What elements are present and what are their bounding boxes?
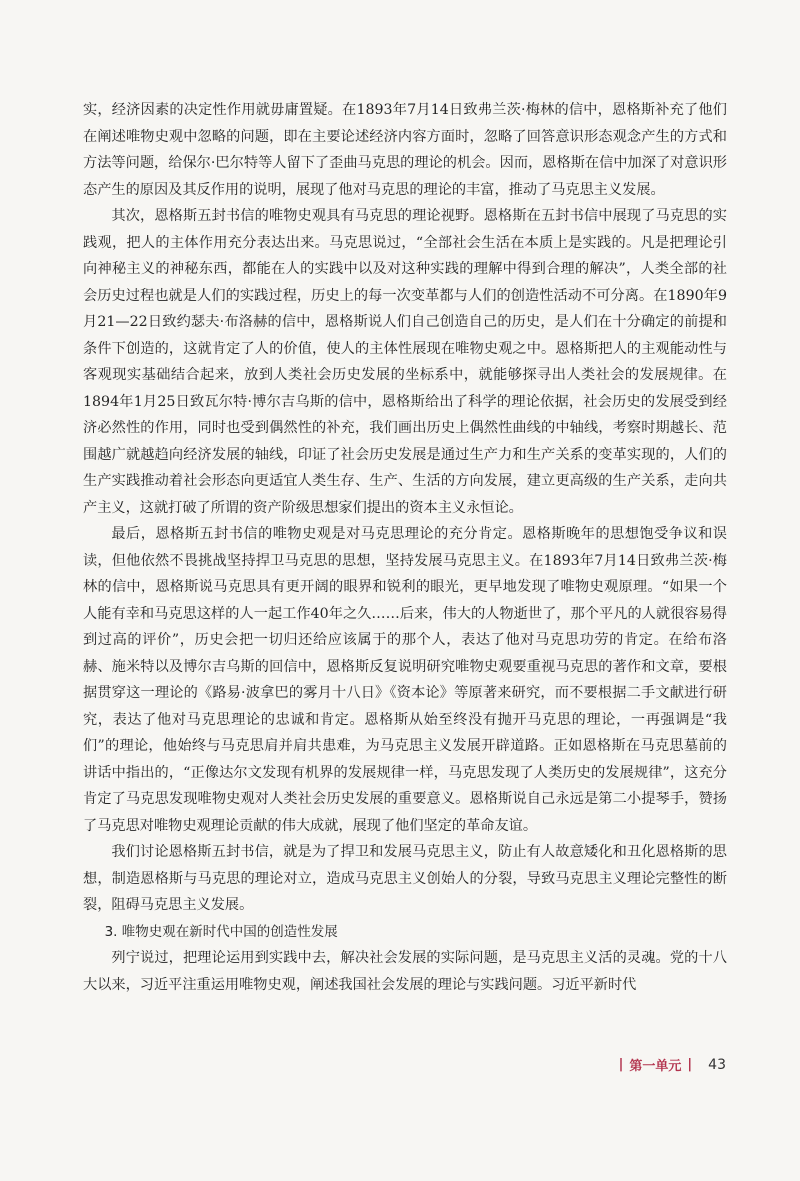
- page-number: 43: [708, 1056, 726, 1073]
- unit-label: 第一单元: [629, 1059, 682, 1074]
- paragraph-3: 最后，恩格斯五封书信的唯物史观是对马克思理论的充分肯定。恩格斯晚年的思想饱受争议和误读，但他依然不畏挑战坚持捍卫马克思的思想，坚持发展马克思主义。在1893年7月14日致弗兰茨·梅林的信中，恩格斯说马克思具有更开阔的眼界和锐利的眼光，更早地发现了唯物史观原理。“如果一个人能有幸和马克思这样的人一起工作40年之久……后来，伟大的人物逝世了，那个平凡的人就很容易得到过高的评价”，历史会把一切归还给应该属于的那个人，表达了他对马克思功劳的肯定。在给布洛赫、施米特以及博尔吉乌斯的回信中，恩格斯反复说明研究唯物史观要重视马克思的著作和文章，要根据贯穿这一理论的《路易·波拿巴的雾月十八日》《资本论》等原著来研究，而不要根据二手文献进行研究，表达了他对马克思理论的忠诚和肯定。恩格斯从始至终没有抛开马克思的理论，一再强调是“我们”的理论，他始终与马克思肩并肩共患难，为马克思主义发展开辟道路。正如恩格斯在马克思墓前的讲话中指出的，“正像达尔文发现有机界的发展规律一样，马克思发现了人类历史的发展规律”，这充分肯定了马克思发现唯物史观对人类社会历史发展的重要意义。恩格斯说自己永远是第二小提琴手，赞扬了马克思对唯物史观理论贡献的伟大成就，展现了他们坚定的革命友谊。: [83, 526, 727, 834]
- section-heading: 3. 唯物史观在新时代中国的创造性发展: [104, 923, 338, 940]
- footer-bar-left: |: [618, 1057, 624, 1072]
- page-footer: [613, 1055, 726, 1074]
- footer-bar-right: |: [687, 1057, 693, 1072]
- page-body: [83, 97, 727, 998]
- paragraph-2: 其次，恩格斯五封书信的唯物史观具有马克思的理论视野。恩格斯在五封书信中展现了马克思的实践观，把人的主体作用充分表达出来。马克思说过，“全部社会生活在本质上是实践的。凡是把理论引向神秘主义的神秘东西，都能在人的实践中以及对这种实践的理解中得到合理的解决”，人类全部的社会历史过程也就是人们的实践过程，历史上的每一次变革都与人们的创造性活动不可分离。在1890年9月21—22日致约瑟夫·布洛赫的信中，恩格斯说人们自己创造自己的历史，是人们在十分确定的前提和条件下创造的，这就肯定了人的价值，使人的主体性展现在唯物史观之中。恩格斯把人的主观能动性与客观现实基础结合起来，放到人类社会历史发展的坐标系中，就能够探寻出人类社会的发展规律。在1894年1月25日致瓦尔特·博尔吉乌斯的信中，恩格斯给出了科学的理论依据，社会历史的发展受到经济必然性的作用，同时也受到偶然性的补充，我们画出历史上偶然性曲线的中轴线，考察时期越长、范围越广就越趋向经济发展的轴线，印证了社会历史发展是通过生产力和生产关系的变革实现的，人们的生产实践推动着社会形态向更适宜人类生存、生产、生活的方向发展，建立更高级的生产关系，走向共产主义，这就打破了所谓的资产阶级思想家们提出的资本主义永恒论。: [83, 208, 727, 516]
- paragraph-1: 实，经济因素的决定性作用就毋庸置疑。在1893年7月14日致弗兰茨·梅林的信中，恩格斯补充了他们在阐述唯物史观中忽略的问题，即在主要论述经济内容方面时，忽略了回答意识形态观念产生的方式和方法等问题，给保尔·巴尔特等人留下了歪曲马克思的理论的机会。因而，恩格斯在信中加深了对意识形态产生的原因及其反作用的说明，展现了他对马克思的理论的丰富，推动了马克思主义发展。: [83, 102, 727, 198]
- paragraph-4: 我们讨论恩格斯五封书信，就是为了捍卫和发展马克思主义，防止有人故意矮化和丑化恩格斯的思想，制造恩格斯与马克思的理论对立，造成马克思主义创始人的分裂，导致马克思主义理论完整性的断裂，阻碍马克思主义发展。: [83, 844, 727, 913]
- paragraph-5: 列宁说过，把理论运用到实践中去，解决社会发展的实际问题，是马克思主义活的灵魂。党的十八大以来，习近平注重运用唯物史观，阐述我国社会发展的理论与实践问题。习近平新时代: [83, 950, 727, 993]
